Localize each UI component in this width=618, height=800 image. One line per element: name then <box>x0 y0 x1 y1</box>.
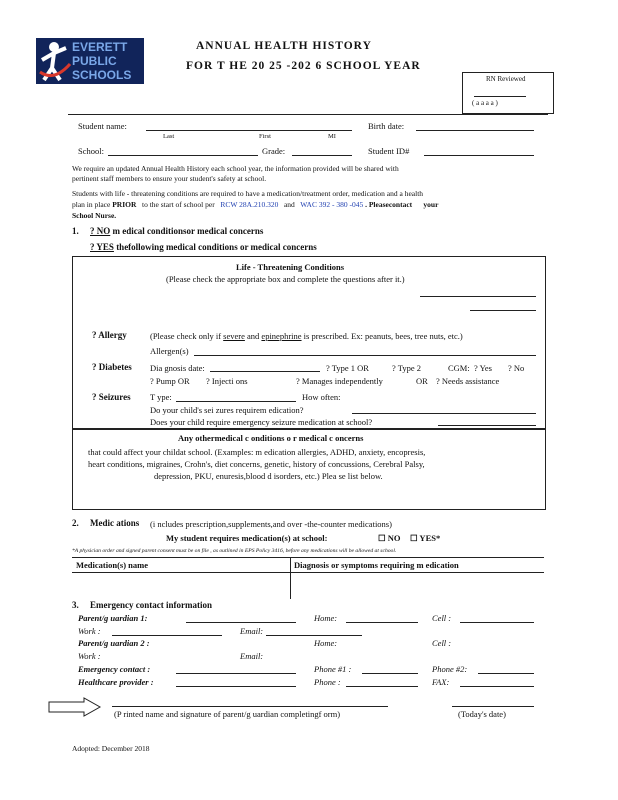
other-conditions-line1: that could affect your childat school. (Examples: m edication allergies, ADHD, anxiety, encopresis, <box>88 447 426 457</box>
medication-no-option[interactable]: ☐ NO <box>378 533 401 543</box>
no-conditions-text: m edical conditionsor medical concerns <box>112 226 264 236</box>
intro-and: and <box>283 200 295 209</box>
student-id-field[interactable] <box>424 155 534 156</box>
section3-number: 3. <box>72 600 79 610</box>
birth-date-field[interactable] <box>416 130 534 131</box>
guardian2-email-label: Email: <box>240 651 264 661</box>
yes-conditions-checkbox[interactable]: ? YES <box>90 242 114 252</box>
top-rule <box>68 114 548 115</box>
intro-p2-line1: Students with life - threatening conditions are required to have a medication/treatment order, medication and a health <box>72 189 424 198</box>
allergy-checkbox[interactable]: ? Allergy <box>92 330 127 340</box>
grade-field[interactable] <box>292 155 352 156</box>
guardian1-email-label: Email: <box>240 626 264 636</box>
emergency-phone1-field[interactable] <box>362 673 418 674</box>
student-name-label: Student name: <box>78 121 127 131</box>
life-threatening-instructions: (Please check the appropriate box and complete the questions after it.) <box>166 274 405 284</box>
birth-date-label: Birth date: <box>368 121 405 131</box>
guardian1-email-field[interactable] <box>266 635 362 636</box>
diabetes-or: OR <box>416 376 428 386</box>
allergen-field[interactable] <box>194 355 536 356</box>
guardian1-cell-field[interactable] <box>460 622 534 623</box>
guardian2-work-label: Work : <box>78 651 101 661</box>
guardian1-home-label: Home: <box>314 613 338 623</box>
adopted-date: Adopted: December 2018 <box>72 744 150 753</box>
injections-option[interactable]: ? Injecti ons <box>206 376 248 386</box>
section1-number: 1. <box>72 226 79 236</box>
diagnosis-date-field[interactable] <box>210 371 320 372</box>
medication-yes-option[interactable]: ☐ YES* <box>410 533 441 543</box>
requires-medication-question: My student requires medication(s) at school: <box>166 533 328 543</box>
intro-plan-text: plan in place <box>72 200 111 209</box>
seizure-medication-question: Do your child's sei zures requirem edication? <box>150 405 304 415</box>
intro-p1-line1: We require an updated Annual Health History each school year, the information provided will be shared with <box>72 164 399 173</box>
emergency-seizure-med-question: Does your child require emergency seizure medication at school? <box>150 417 373 427</box>
student-id-label: Student ID# <box>368 146 410 156</box>
extra-line-1[interactable] <box>420 296 536 297</box>
signature-field[interactable] <box>112 706 388 707</box>
form-title-line2: FOR T HE 20 25 -202 6 SCHOOL YEAR <box>186 60 421 72</box>
allergy-epinephrine: epinephrine <box>261 331 302 341</box>
allergy-text-post: is prescribed. Ex: peanuts, bees, tree nuts, etc.) <box>303 331 463 341</box>
diabetes-checkbox[interactable]: ? Diabetes <box>92 362 132 372</box>
rcw-link[interactable]: RCW 28A.210.320 <box>220 200 279 209</box>
section2-description: (i ncludes prescription,supplements,and over -the-counter medications) <box>150 519 392 529</box>
form-title-line1: ANNUAL HEALTH HISTORY <box>196 40 372 52</box>
rn-reviewed-label: RN Reviewed <box>486 75 526 83</box>
rn-reviewed-field[interactable] <box>474 96 526 97</box>
no-conditions-checkbox[interactable]: ? NO <box>90 226 111 236</box>
guardian1-label: Parent/g uardian 1: <box>78 613 148 623</box>
seizure-type-field[interactable] <box>176 401 296 402</box>
guardian2-home-label: Home: <box>314 638 338 648</box>
guardian1-home-field[interactable] <box>346 622 418 623</box>
first-name-hint: First <box>259 133 271 140</box>
med-table-divider <box>290 557 291 599</box>
logo-text-1: EVERETT <box>72 40 128 54</box>
provider-phone-field[interactable] <box>346 686 418 687</box>
physician-order-note: *A physician order and signed parent consent must be on file , as outlined in EPS Policy 3416, before any medications will be allowed at school. <box>72 548 397 554</box>
diagnosis-date-label: Dia gnosis date: <box>150 363 205 373</box>
emergency-phone1-label: Phone #1 : <box>314 664 352 674</box>
guardian1-cell-label: Cell : <box>432 613 452 623</box>
district-logo <box>36 38 144 84</box>
signature-date-field[interactable] <box>452 706 534 707</box>
type1-option[interactable]: ? Type 1 OR <box>326 363 369 373</box>
med-table-header-line <box>72 572 544 573</box>
allergy-severe: severe <box>223 331 245 341</box>
cgm-no-option[interactable]: ? No <box>508 363 525 373</box>
extra-line-2[interactable] <box>470 310 536 311</box>
last-name-hint: Last <box>163 133 175 140</box>
intro-prior: PRIOR <box>112 200 137 209</box>
diagnosis-header: Diagnosis or symptoms requiring m edication <box>294 560 459 570</box>
guardian1-work-field[interactable] <box>112 635 222 636</box>
logo-text-2: PUBLIC <box>72 54 117 68</box>
emergency-seizure-med-field[interactable] <box>438 425 536 426</box>
logo-text-3: SCHOOLS <box>72 68 132 82</box>
other-conditions-line3 <box>154 471 383 481</box>
guardian1-work-label: Work : <box>78 626 101 636</box>
student-name-field[interactable] <box>146 130 352 131</box>
seizure-type-label: T ype: <box>150 392 172 402</box>
intro-your: your <box>423 200 439 209</box>
cgm-label: CGM: <box>448 363 470 373</box>
mi-hint: MI <box>328 133 336 140</box>
needs-assistance-option[interactable]: ? Needs assistance <box>436 376 500 386</box>
life-threatening-title: Life - Threatening Conditions <box>236 262 345 272</box>
rn-date-hint: ( a a a a ) <box>472 99 498 107</box>
signature-date-label: (Today's date) <box>458 709 506 719</box>
allergy-text-pre: (Please check only if <box>150 331 222 341</box>
manages-independently-option[interactable]: ? Manages independently <box>296 376 383 386</box>
logo-figure-icon <box>38 38 72 84</box>
guardian2-cell-label: Cell : <box>432 638 452 648</box>
emergency-contact-label: Emergency contact : <box>78 664 151 674</box>
emergency-contact-field[interactable] <box>176 673 296 674</box>
other-conditions-line2: heart conditions, migraines, Crohn's, diet concerns, genetic, history of concussions, Cerebral Palsy, <box>88 459 425 469</box>
type2-option[interactable]: ? Type 2 <box>392 363 421 373</box>
medication-name-header: Medication(s) name <box>76 560 149 570</box>
med-table-top <box>72 557 544 558</box>
other-conditions-title: Any othermedical c onditions o r medical c oncerns <box>178 433 364 443</box>
section2-number: 2. <box>72 518 79 528</box>
emergency-phone2-field[interactable] <box>478 673 534 674</box>
allergy-instructions <box>150 331 463 341</box>
seizure-medication-field[interactable] <box>352 413 536 414</box>
intro-p1-line2: pertinent staff members to ensure your student's safety at school. <box>72 174 267 183</box>
allergy-and: and <box>247 331 260 341</box>
intro-please-contact: . Pleasecontact <box>365 200 413 209</box>
pump-option[interactable]: ? Pump OR <box>150 376 190 386</box>
signature-label: (P rinted name and signature of parent/g uardian completingf orm) <box>114 709 341 719</box>
intro-start-text: to the start of school per <box>142 200 215 209</box>
guardian1-field[interactable] <box>186 622 296 623</box>
seizure-frequency-label: How often: <box>302 392 341 402</box>
medication-row-field[interactable] <box>76 590 286 591</box>
intro-p2-line2 <box>72 200 438 209</box>
school-field[interactable] <box>108 155 258 156</box>
provider-phone-label: Phone : <box>314 677 341 687</box>
yes-conditions-text: thefollowing medical conditions or medical concerns <box>116 242 317 252</box>
provider-fax-field[interactable] <box>460 686 534 687</box>
section2-title: Medic ations <box>90 518 140 528</box>
arrow-right-icon <box>48 697 102 717</box>
healthcare-provider-label: Healthcare provider : <box>78 677 154 687</box>
cgm-yes-option[interactable]: ? Yes <box>474 363 492 373</box>
school-label: School: <box>78 146 104 156</box>
wac-link[interactable]: WAC 392 - 380 -045 <box>300 200 364 209</box>
section3-title: Emergency contact information <box>90 600 212 610</box>
allergen-label: Allergen(s) <box>150 346 189 356</box>
guardian2-label: Parent/g uardian 2 : <box>78 638 150 648</box>
provider-fax-label: FAX: <box>432 677 450 687</box>
no-conditions-option[interactable] <box>90 226 263 236</box>
emergency-phone2-label: Phone #2: <box>432 664 468 674</box>
intro-school-nurse: School Nurse. <box>72 211 117 220</box>
healthcare-provider-field[interactable] <box>176 686 296 687</box>
yes-conditions-option[interactable] <box>90 242 317 252</box>
other-conditions-line3-text: depression, PKU, enuresis,blood d isorders, etc.) Plea se list below. <box>154 471 383 481</box>
seizures-checkbox[interactable]: ? Seizures <box>92 392 131 402</box>
grade-label: Grade: <box>262 146 286 156</box>
